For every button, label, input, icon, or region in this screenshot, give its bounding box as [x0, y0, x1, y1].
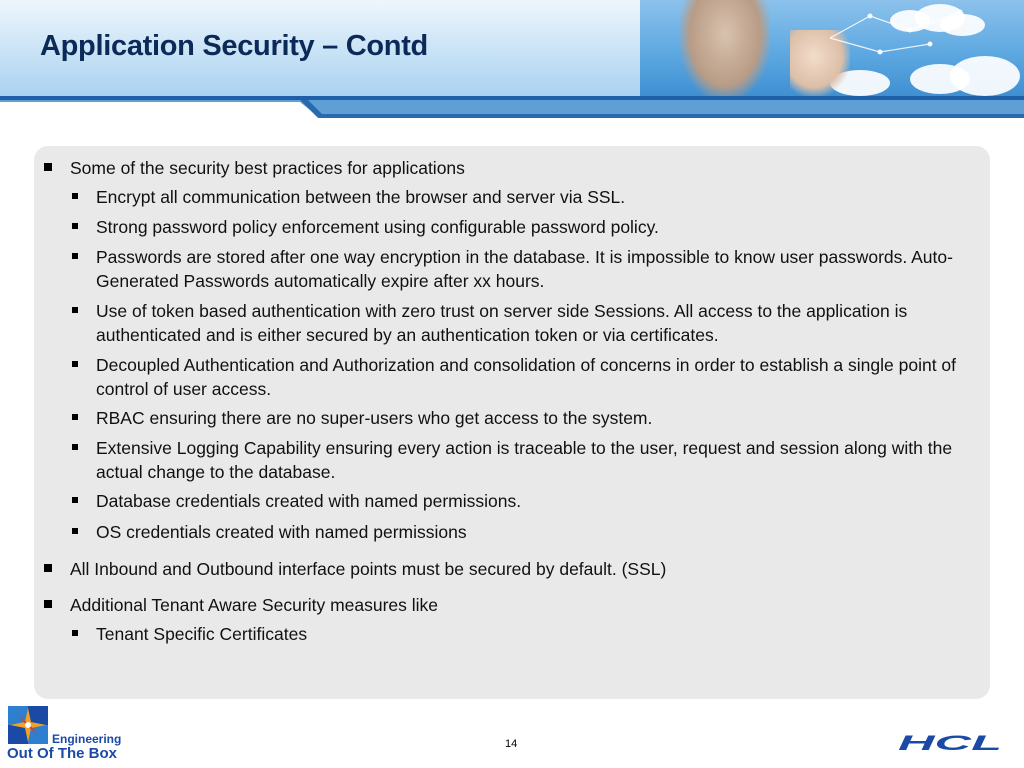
sub-bullet-item: Database credentials created with named permissions. — [96, 491, 522, 511]
sub-bullet-item: Decoupled Authentication and Authorization and consolidation of concerns in order to establish a single point of control of user access. — [96, 355, 957, 399]
logo-text-line2: Out Of The Box — [7, 745, 117, 762]
page-title: Application Security – Contd — [40, 30, 428, 62]
sub-bullet-square-icon — [72, 193, 78, 199]
bullet-item: Some of the security best practices for applications — [70, 158, 465, 178]
sub-bullet-square-icon — [72, 444, 78, 450]
sub-bullet-square-icon — [72, 497, 78, 503]
sub-bullet-item: Encrypt all communication between the browser and server via SSL. — [96, 187, 626, 207]
logo-text-line1: Engineering — [52, 732, 122, 746]
header-divider-strip — [0, 96, 1024, 118]
bullet-item: All Inbound and Outbound interface points must be secured by default. (SSL) — [70, 559, 667, 579]
bullet-square-icon — [44, 163, 52, 171]
header-banner — [0, 0, 1024, 96]
hcl-logo — [896, 734, 1008, 752]
sub-bullet-item: Tenant Specific Certificates — [96, 624, 308, 644]
sub-bullet-item: Extensive Logging Capability ensuring every action is traceable to the user, request and session along with the actual change to the database. — [96, 438, 953, 482]
page-number: 14 — [505, 738, 518, 750]
sub-bullet-item: Use of token based authentication with zero trust on server side Sessions. All access to the application is authenticated and is either secured by an authentication token or via certificates. — [96, 301, 908, 345]
sub-bullet-square-icon — [72, 223, 78, 229]
sub-bullet-item: OS credentials created with named permissions — [96, 522, 467, 542]
sub-bullet-item: RBAC ensuring there are no super-users who get access to the system. — [96, 408, 653, 428]
sub-bullet-square-icon — [72, 307, 78, 313]
hcl-logo-text: HCL — [898, 734, 1002, 752]
sub-bullet-square-icon — [72, 630, 78, 636]
bullet-square-icon — [44, 600, 52, 608]
bullet-item: Additional Tenant Aware Security measures like — [70, 595, 439, 615]
sub-bullet-square-icon — [72, 253, 78, 259]
bullet-square-icon — [44, 564, 52, 572]
sub-bullet-square-icon — [72, 414, 78, 420]
sub-bullet-square-icon — [72, 361, 78, 367]
engineering-logo-icon — [8, 706, 48, 744]
sub-bullet-item: Strong password policy enforcement using configurable password policy. — [96, 217, 659, 237]
sub-bullet-item: Passwords are stored after one way encryption in the database. It is impossible to know user passwords. Auto-Generated Passwords automatically expire after xx hours. — [96, 247, 953, 291]
sub-bullet-square-icon — [72, 528, 78, 534]
